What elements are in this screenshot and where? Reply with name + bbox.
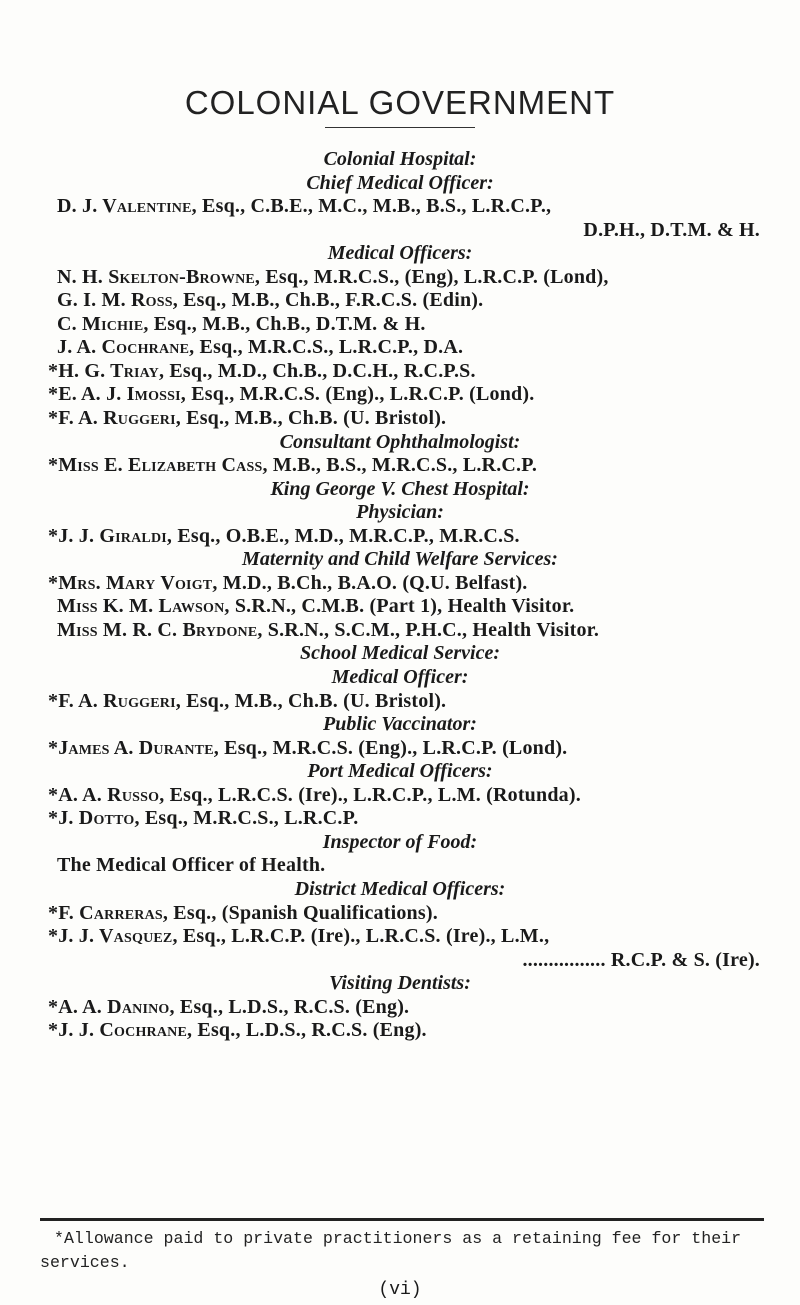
section-heading: Colonial Hospital: [323,148,477,170]
staff-qualifications: M.D., B.Ch., B.A.O. (Q.U. Belfast). [217,571,528,594]
staff-name: *J. J. Vasquez, [48,925,178,948]
page-title: COLONIAL GOVERNMENT [184,84,616,121]
section-heading: Port Medical Officers: [307,760,493,783]
staff-qualifications: Esq., L.R.C.S. (Ire)., L.R.C.P., L.M. (Rotunda). [164,783,581,806]
staff-qualifications: Esq., M.R.C.S. (Eng)., L.R.C.P. (Lond). [186,383,535,406]
page-number: (vi) [378,1280,422,1300]
staff-name: *E. A. J. Imossi, [48,383,186,406]
staff-name: *H. G. Triay, [48,359,165,382]
staff-entry [0,383,800,407]
staff-entry [0,737,800,761]
staff-name: C. Michie, [57,312,149,335]
section-heading: Physician: [356,501,444,524]
staff-name: D. J. Valentine, [57,195,197,218]
staff-name: *A. A. Russo, [48,783,165,806]
staff-name: *Mrs. Mary Voigt, [48,571,218,594]
staff-name: G. I. M. Ross, [57,289,178,312]
staff-entry [0,195,800,219]
staff-entry [0,572,800,596]
staff-entry [0,784,800,808]
staff-name: *F. A. Ruggeri, [48,689,181,712]
staff-entry [0,902,800,926]
staff-entry [0,313,800,337]
entry-continuation: D.P.H., D.T.M. & H. [583,218,760,241]
section-heading: Medical Officer: [331,666,469,689]
staff-entry [0,925,800,949]
staff-qualifications: Esq., M.D., Ch.B., D.C.H., R.C.P.S. [164,359,476,382]
staff-qualifications: Esq., L.D.S., R.C.S. (Eng). [174,995,410,1018]
staff-name: N. H. Skelton-Browne, [57,265,261,288]
staff-name: *James A. Durante, [48,736,219,759]
staff-qualifications: Esq., M.B., Ch.B. (U. Bristol). [180,689,447,712]
staff-qualifications: Esq., M.R.C.S., (Eng), L.R.C.P. (Lond), [260,265,609,288]
staff-qualifications: Esq., O.B.E., M.D., M.R.C.P., M.R.C.S. [172,524,520,547]
staff-qualifications: The Medical Officer of Health. [57,854,326,877]
entry-continuation: ................ R.C.P. & S. (Ire). [522,948,760,971]
title-underline [325,127,475,128]
staff-name: *A. A. Danino, [48,995,175,1018]
staff-entry [0,996,800,1020]
section-heading: District Medical Officers: [294,877,506,900]
staff-name: *J. J. Cochrane, [48,1019,193,1042]
section-heading: Visiting Dentists: [329,972,471,995]
staff-qualifications: Esq., M.R.C.S., L.R.C.P. [139,807,359,830]
staff-qualifications: S.R.N., C.M.B. (Part 1), Health Visitor. [229,595,575,618]
staff-entry [0,807,800,831]
section-heading: Medical Officers: [327,242,473,265]
staff-name: *J. J. Giraldi, [48,524,173,547]
staff-qualifications: M.B., B.S., M.R.C.S., L.R.C.P. [267,454,538,477]
staff-qualifications: Esq., M.B., Ch.B., F.R.C.S. (Edin). [177,289,484,312]
staff-entry [0,619,800,643]
staff-qualifications: Esq., M.B., Ch.B. (U. Bristol). [180,407,447,430]
staff-name: *Miss E. Elizabeth Cass, [48,454,268,477]
staff-entry [0,407,800,431]
staff-entry [0,336,800,360]
staff-qualifications: S.R.N., S.C.M., P.H.C., Health Visitor. [262,618,600,641]
staff-entry [0,525,800,549]
staff-entry [0,854,800,878]
staff-listing [0,148,800,1043]
staff-entry [0,266,800,290]
staff-name: Miss M. R. C. Brydone, [57,618,263,641]
staff-entry [0,595,800,619]
staff-name: Miss K. M. Lawson, [57,595,230,618]
staff-name: J. A. Cochrane, [57,336,195,359]
section-heading: Public Vaccinator: [323,713,477,736]
section-heading: Maternity and Child Welfare Services: [242,548,558,571]
staff-qualifications: Esq., M.R.C.S., L.R.C.P., D.A. [194,336,464,359]
section-heading: School Medical Service: [300,642,500,665]
staff-name: *F. Carreras, [48,901,169,924]
staff-entry [0,360,800,384]
section-heading: Inspector of Food: [322,830,478,853]
section-heading: Consultant Ophthalmologist: [279,430,521,453]
section-heading: Chief Medical Officer: [306,171,494,194]
staff-qualifications: Esq., M.R.C.S. (Eng)., L.R.C.P. (Lond). [218,736,568,759]
footnote-divider [40,1218,764,1221]
staff-entry [0,454,800,478]
staff-entry [0,289,800,313]
staff-qualifications: Esq., L.D.S., R.C.S. (Eng). [192,1019,427,1042]
section-heading: King George V. Chest Hospital: [270,477,530,500]
staff-name: *J. Dotto, [48,807,140,830]
staff-qualifications: Esq., (Spanish Qualifications). [168,901,438,924]
staff-qualifications: Esq., C.B.E., M.C., M.B., B.S., L.R.C.P., [196,195,552,218]
footnote: *Allowance paid to private practitioners as a retaining fee for their services. [40,1229,742,1272]
staff-entry [0,1019,800,1043]
staff-qualifications: Esq., L.R.C.P. (Ire)., L.R.C.S. (Ire)., L.M., [177,925,550,948]
staff-entry [0,690,800,714]
staff-name: *F. A. Ruggeri, [48,407,181,430]
staff-qualifications: Esq., M.B., Ch.B., D.T.M. & H. [148,312,426,335]
